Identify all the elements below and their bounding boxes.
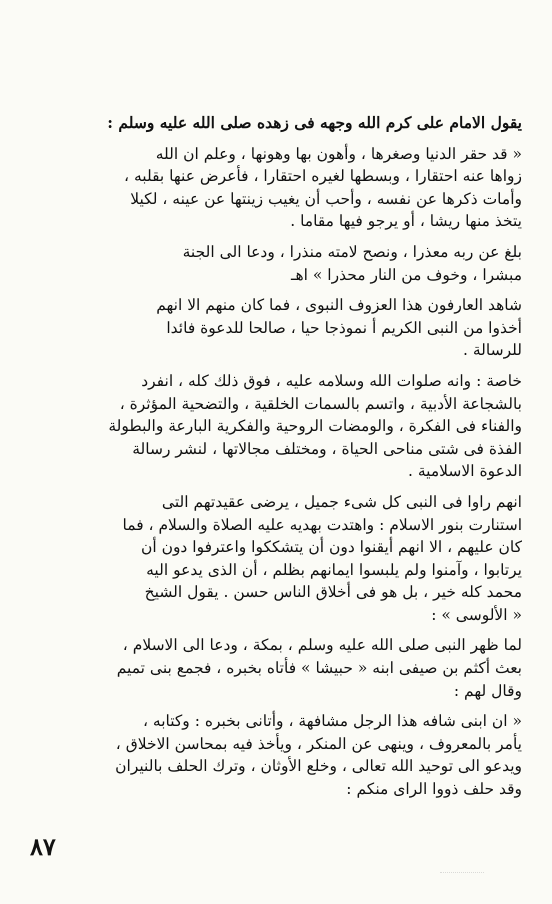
paragraph: [34, 112, 522, 135]
paragraph-gap: [34, 135, 522, 143]
text-line: « الألوسى » :: [431, 605, 522, 624]
paragraph-gap: [34, 626, 522, 634]
paragraph: [34, 710, 522, 800]
paragraph: [34, 241, 522, 286]
scan-artifact: [440, 872, 484, 879]
text-line: الدعوة الاسلامية .: [408, 462, 522, 481]
paragraph: [34, 370, 522, 483]
text-line: استنارت بنور الاسلام : واهتدت بهديه عليه الصلاة والسلام ، فما: [122, 515, 522, 534]
paragraph-gap: [34, 702, 522, 710]
page-number: ٨٧: [30, 832, 56, 861]
text-line: لما ظهر النبى صلى الله عليه وسلم ، بمكة ، ودعا الى الاسلام ،: [122, 636, 522, 655]
paragraph: [34, 143, 522, 233]
text-line: « ان ابنى شافه هذا الرجل مشافهة ، وأتانى بخبره : وكتابه ،: [142, 712, 522, 731]
text-line: يتخذ منها ريشا ، أو يرجو فيها مقاما .: [290, 212, 522, 231]
text-line: بلغ عن ربه معذرا ، ونصح لامته منذرا ، ودعا الى الجنة: [182, 242, 522, 261]
paragraph-gap: [34, 286, 522, 294]
text-line: وأمات ذكرها عن نفسه ، وأحب أن يغيب زينتها عن عينه ، لكيلا: [130, 189, 522, 208]
text-line: بعث أكثم بن صيفى ابنه « حبيشا » فأتاه بخبره ، فجمع بنى تميم: [116, 659, 522, 678]
paragraph: [34, 491, 522, 627]
text-line: للرسالة .: [462, 341, 522, 360]
text-line: مبشرا ، وخوف من النار محذرا » اهـ: [290, 265, 522, 284]
text-line: أخذوا من النبى الكريم أ نموذجا حيا ، صالحا للدعوة فائدا: [166, 318, 522, 337]
text-line: زواها عنه احتقارا ، وبسطها لغيره احتقارا ، فأعرض عنها بقلبه ،: [124, 167, 522, 186]
paragraph-gap: [34, 362, 522, 370]
page-body: [34, 112, 522, 801]
paragraph-gap: [34, 233, 522, 241]
text-line: بالشجاعة الأدبية ، واتسم بالسمات الخلقية ، والتضحية المؤثرة ،: [119, 394, 522, 413]
paragraph-gap: [34, 483, 522, 491]
text-line: ويدعو الى توحيد الله تعالى ، وخلع الأوثان ، وترك الحلف بالنيران: [115, 757, 522, 776]
text-line: والفناء فى الفكرة ، والومضات الروحية والفكرية البارعة والبطولة: [108, 417, 522, 436]
text-line: شاهد العارفون هذا العزوف النبوى ، فما كان منهم الا انهم: [156, 296, 522, 315]
paragraph: [34, 294, 522, 362]
paragraph: [34, 634, 522, 702]
text-line: محمد كله خير ، بل هو فى أخلاق الناس حسن . يقول الشيخ: [144, 583, 522, 602]
text-line: انهم راوا فى النبى كل شىء جميل ، يرضى عقيدتهم التى: [161, 492, 522, 511]
text-line: وقد حلف ذووا الراى منكم :: [346, 780, 522, 799]
text-line: خاصة : وانه صلوات الله وسلامه عليه ، فوق ذلك كله ، انفرد: [141, 371, 522, 390]
text-line: يقول الامام على كرم الله وجهه فى زهده صلى الله عليه وسلم :: [107, 113, 522, 132]
text-line: يأمر بالمعروف ، وينهى عن المنكر ، ويأخذ فيه بمحاسن الاخلاق ،: [115, 734, 522, 753]
text-line: يرتابوا ، وآمنوا ولم يلبسوا ايمانهم بظلم ، أن الذى يدعو اليه: [146, 560, 522, 579]
text-line: الفذة فى شتى مناحى الحياة ، ومختلف مجالاتها ، لنشر رسالة: [132, 439, 522, 458]
text-line: وقال لهم :: [453, 681, 522, 700]
text-line: « قد حقر الدنيا وصغرها ، وأهون بها وهونها ، وعلم ان الله: [155, 144, 522, 163]
text-line: كان عليهم ، الا انهم أيقنوا دون أن يتشككوا واعترفوا دون أن: [140, 538, 522, 557]
